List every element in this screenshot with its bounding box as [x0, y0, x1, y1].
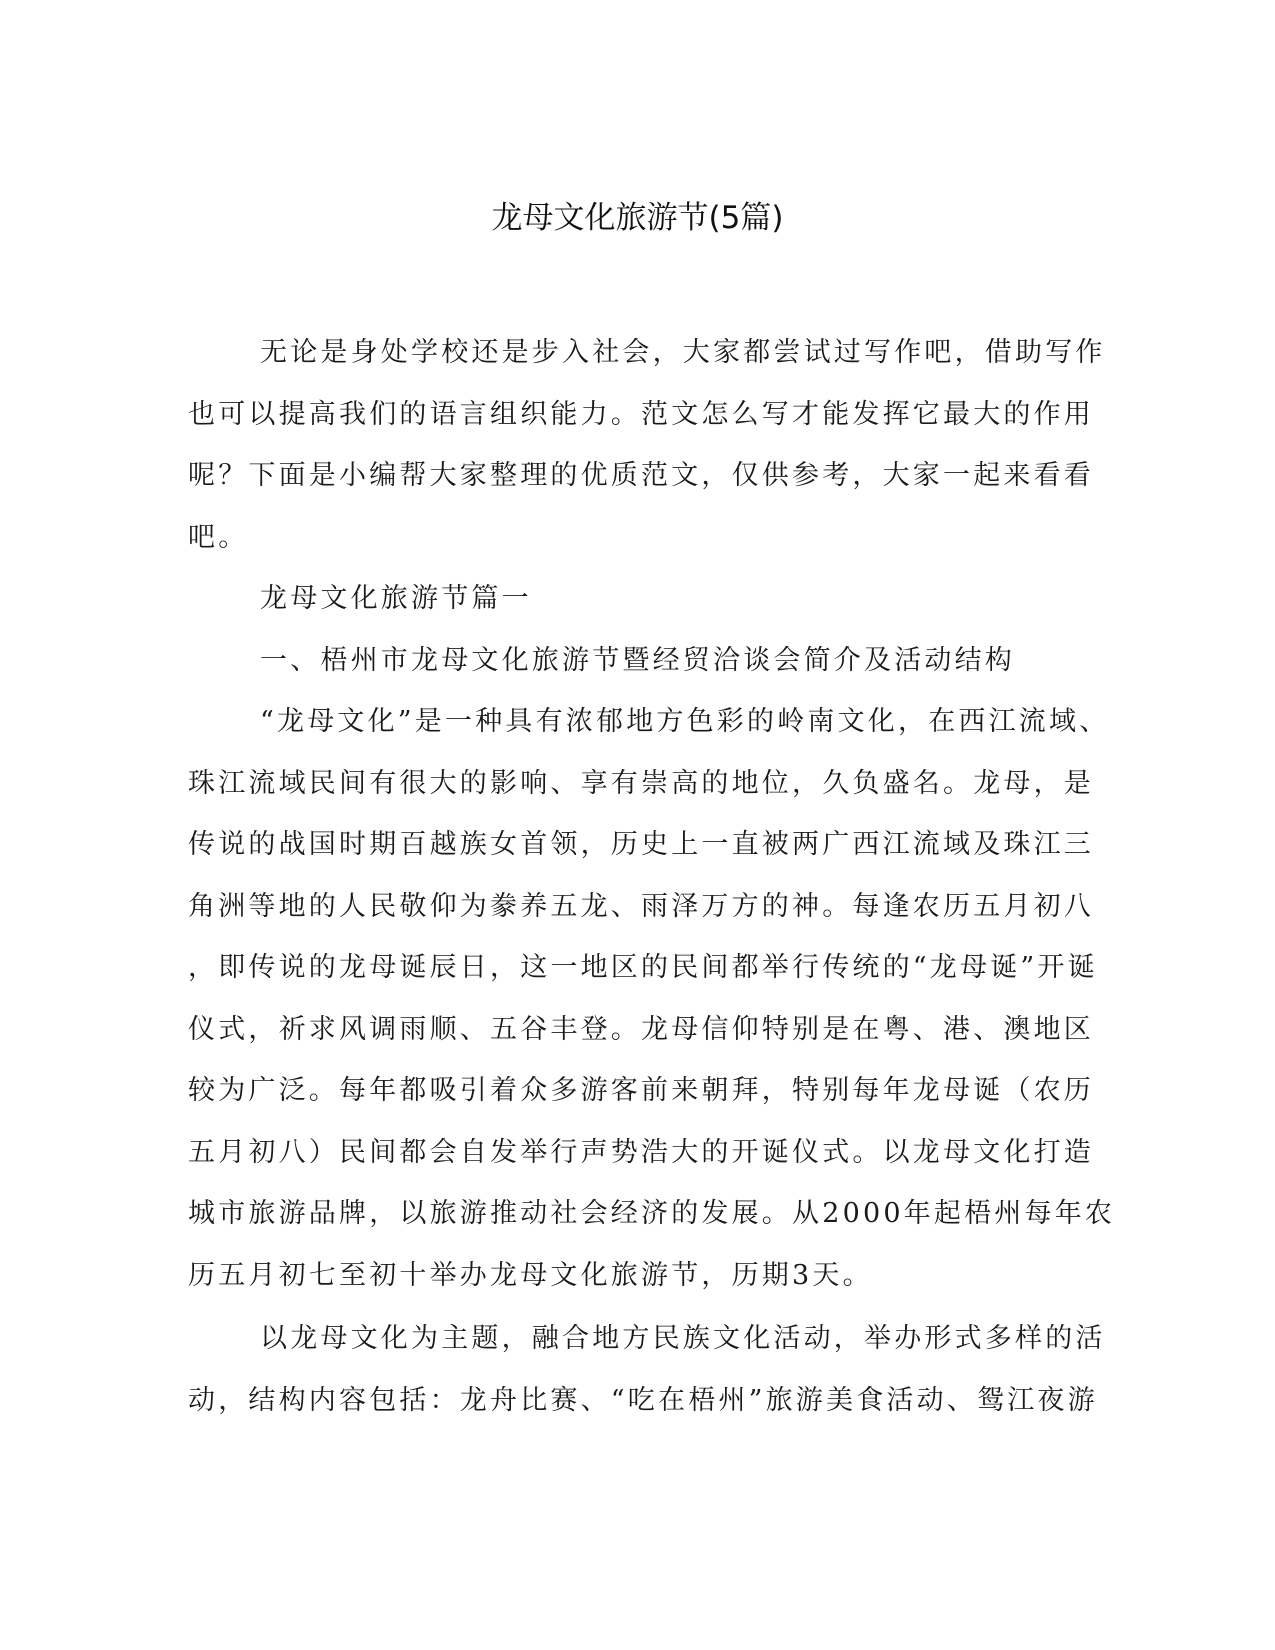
text-line: 角洲等地的人民敬仰为豢养五龙、雨泽万方的神。每逢农历五月初八: [188, 890, 1094, 922]
text-line: 历五月初七至初十举办龙母文化旅游节，历期3天。: [188, 1259, 873, 1291]
paragraph-intro: [188, 322, 1106, 568]
text-line: 城市旅游品牌，以旅游推动社会经济的发展。从2000年起梧州每年农: [188, 1198, 1116, 1229]
paragraph-activities: [188, 1308, 1106, 1431]
subsection-heading: [188, 630, 1068, 692]
text-line: 无论是身处学校还是步入社会，大家都尝试过写作吧，借助写作: [260, 337, 1106, 368]
text-line: 五月初八）民间都会自发举行声势浩大的开诞仪式。以龙母文化打造: [188, 1136, 1094, 1168]
text-line: 吧。: [188, 521, 249, 553]
text-line: 珠江流域民间有很大的影响、享有崇高的地位，久负盛名。龙母，是: [188, 767, 1094, 799]
text-line: 较为广泛。每年都吸引着众多游客前来朝拜，特别每年龙母诞（农历: [188, 1075, 1094, 1106]
document-title: 龙母文化旅游节(5篇): [491, 200, 784, 236]
text-line: “龙母文化”是一种具有浓郁地方色彩的岭南文化，在西江流域、: [260, 706, 1110, 737]
text-line: ，即传说的龙母诞辰日，这一地区的民间都举行传统的“龙母诞”开诞: [188, 952, 1098, 983]
document-body: [188, 322, 1116, 1431]
text-line: 一、梧州市龙母文化旅游节暨经贸洽谈会简介及活动结构: [260, 644, 1015, 676]
text-line: 动，结构内容包括：龙舟比赛、“吃在梧州”旅游美食活动、鸳江夜游: [188, 1384, 1098, 1416]
text-line: 以龙母文化为主题，融合地方民族文化活动，举办形式多样的活: [260, 1323, 1106, 1354]
text-line: 龙母文化旅游节篇一: [260, 583, 532, 614]
section-heading: [188, 568, 1068, 630]
text-line: 呢？下面是小编帮大家整理的优质范文，仅供参考，大家一起来看看: [188, 460, 1094, 491]
text-line: 传说的战国时期百越族女首领，历史上一直被两广西江流域及珠江三: [188, 829, 1094, 860]
text-line: 也可以提高我们的语言组织能力。范文怎么写才能发挥它最大的作用: [188, 398, 1094, 430]
text-line: 仪式，祈求风调雨顺、五谷丰登。龙母信仰特别是在粤、港、澳地区: [188, 1013, 1094, 1045]
paragraph-culture: [188, 691, 1116, 1306]
